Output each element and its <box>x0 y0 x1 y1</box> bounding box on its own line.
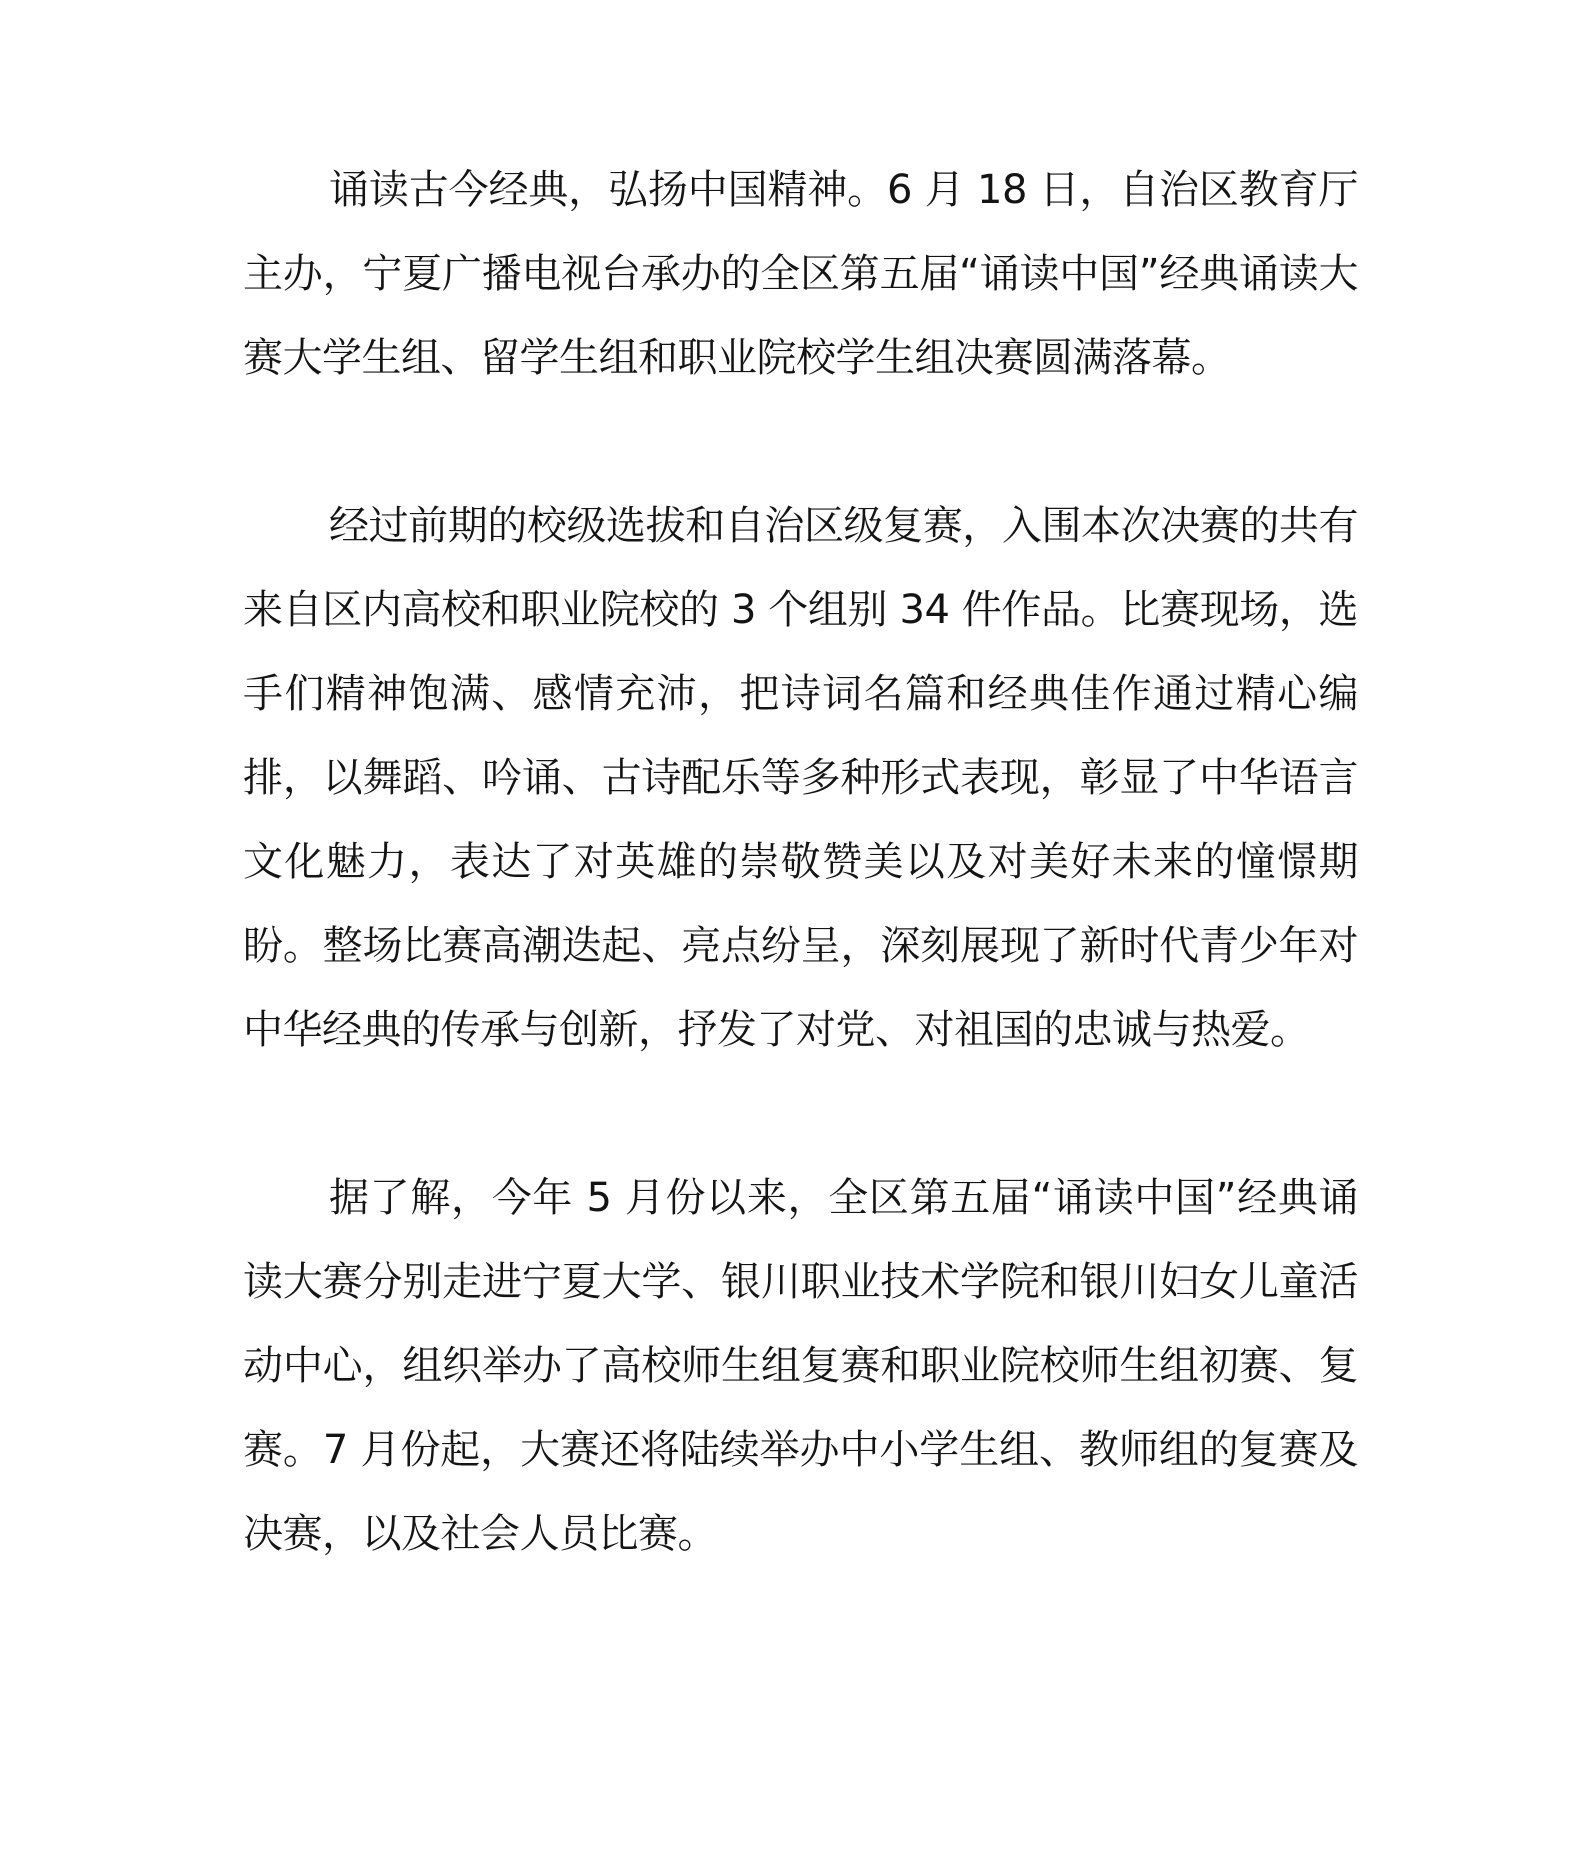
paragraph-1: 诵读古今经典，弘扬中国精神。6 月 18 日，自治区教育厅主办，宁夏广播电视台承办的全区第五届“诵读中国”经典诵读大赛大学生组、留学生组和职业院校学生组决赛圆满落幕。 <box>243 167 1358 381</box>
article-body <box>243 148 1358 1576</box>
paragraph-3: 据了解，今年 5 月份以来，全区第五届“诵读中国”经典诵读大赛分别走进宁夏大学、银川职业技术学院和银川妇女儿童活动中心，组织举办了高校师生组复赛和职业院校师生组初赛、复赛。7 月份起，大赛还将陆续举办中小学生组、教师组的复赛及决赛，以及社会人员比赛。 <box>243 1175 1358 1557</box>
paragraph-2: 经过前期的校级选拔和自治区级复赛，入围本次决赛的共有来自区内高校和职业院校的 3 个组别 34 件作品。比赛现场，选手们精神饱满、感情充沛，把诗词名篇和经典佳作通过精心编排，以舞蹈、吟诵、古诗配乐等多种形式表现，彰显了中华语言文化魅力，表达了对英雄的崇敬赞美以及对美好未来的憧憬期盼。整场比赛高潮迭起、亮点纷呈，深刻展现了新时代青少年对中华经典的传承与创新，抒发了对党、对祖国的忠诚与热爱。 <box>243 503 1358 1053</box>
